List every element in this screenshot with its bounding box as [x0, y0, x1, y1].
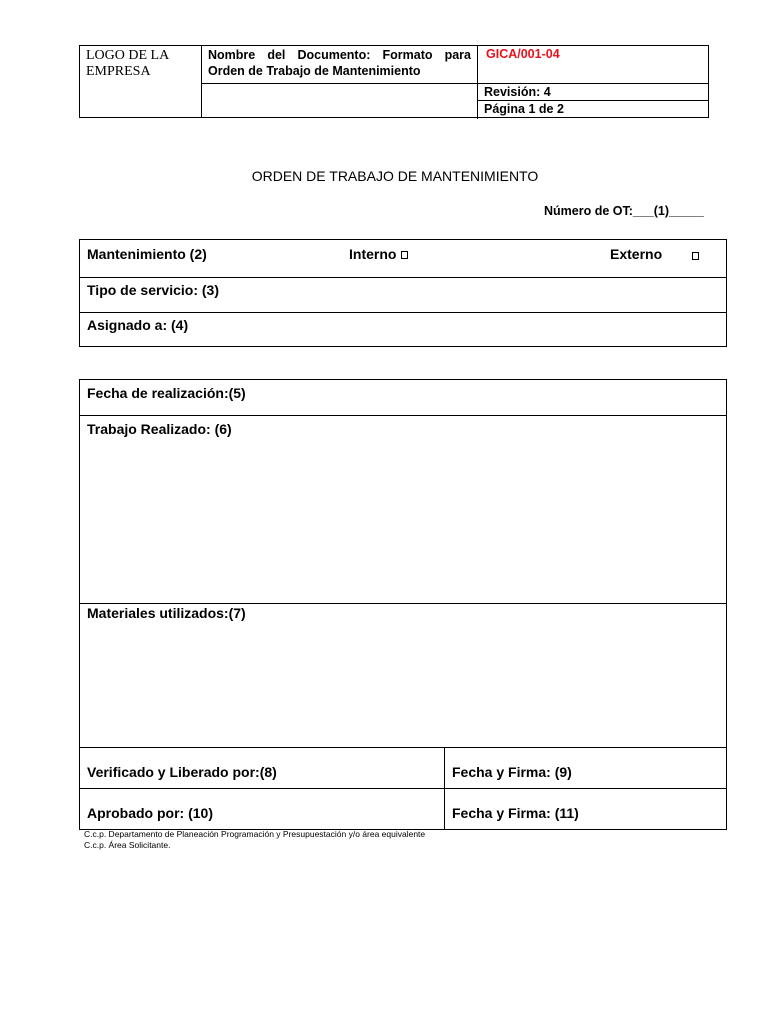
materials-area[interactable] [80, 604, 726, 748]
verified-label: Verificado y Liberado por:(8) [87, 764, 277, 780]
maintenance-row [80, 240, 726, 278]
approved-row [80, 789, 726, 829]
empty-cell [202, 84, 478, 119]
revision-label: Revisión: 4 [478, 84, 708, 101]
internal-checkbox[interactable] [401, 251, 408, 259]
verified-cell[interactable] [80, 748, 445, 788]
maintenance-info-table [79, 239, 727, 347]
assigned-label: Asignado a: (4) [87, 317, 189, 333]
external-checkbox[interactable] [692, 252, 699, 260]
assigned-row[interactable] [80, 313, 726, 346]
internal-option[interactable] [349, 246, 408, 262]
page-number: Página 1 de 2 [484, 102, 564, 116]
ot-number-field[interactable]: Número de OT:___(1)_____ [544, 204, 704, 218]
page-title: ORDEN DE TRABAJO DE MANTENIMIENTO [251, 168, 539, 184]
copy-line-1: C.c.p. Departamento de Planeación Programación y Presupuestación y/o área equivalente [84, 829, 426, 839]
service-type-label: Tipo de servicio: (3) [87, 282, 219, 298]
materials-label: Materiales utilizados:(7) [87, 605, 246, 621]
approved-label: Aprobado por: (10) [87, 805, 213, 821]
copy-line-2: C.c.p. Área Solicitante. [84, 840, 171, 850]
completion-date-row[interactable] [80, 380, 726, 416]
internal-label: Interno [349, 246, 397, 262]
document-code: GICA/001-04 [478, 46, 708, 84]
service-type-row[interactable] [80, 278, 726, 313]
date-signature-label-2[interactable]: Fecha y Firma: (11) [452, 805, 579, 821]
work-done-area[interactable] [80, 416, 726, 604]
work-details-table [79, 379, 727, 830]
maintenance-label: Mantenimiento (2) [87, 246, 207, 262]
document-header-table [79, 45, 709, 118]
document-name: Nombre del Documento: Formato para Orden de Trabajo de Mantenimiento [202, 46, 478, 84]
completion-date-label: Fecha de realización:(5) [87, 385, 246, 401]
work-done-label: Trabajo Realizado: (6) [87, 421, 232, 437]
company-logo-placeholder: LOGO DE LA EMPRESA [80, 46, 202, 117]
external-label: Externo [610, 246, 663, 262]
date-signature-label-1[interactable]: Fecha y Firma: (9) [452, 764, 572, 780]
approved-cell[interactable] [80, 789, 445, 829]
verified-row [80, 748, 726, 789]
